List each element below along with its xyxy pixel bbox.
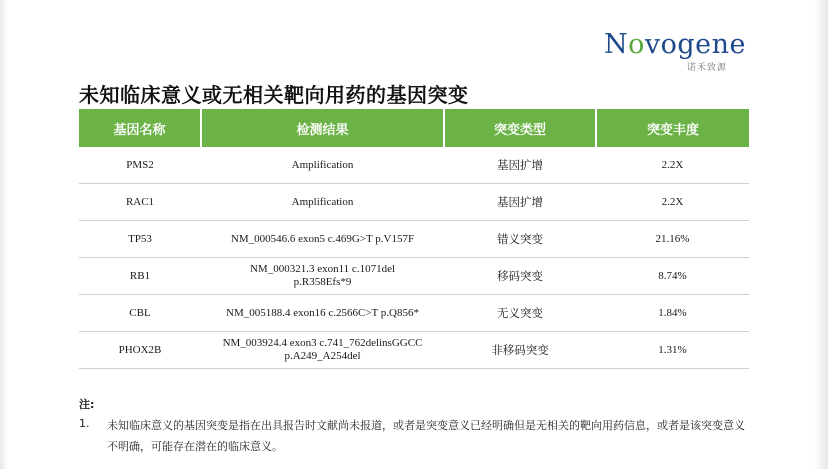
header-mutation-type: 突变类型 <box>444 109 596 147</box>
cell-abundance: 2.2X <box>596 184 749 221</box>
cell-gene: RB1 <box>79 258 201 295</box>
cell-gene: TP53 <box>79 221 201 258</box>
logo-letter-n: N <box>604 29 629 60</box>
logo-subtitle: 诺禾致源 <box>687 63 728 73</box>
result-line: NM_000321.3 exon11 c.1071del <box>249 263 396 275</box>
result-line: NM_005188.4 exon16 c.2566C>T p.Q856* <box>226 306 419 319</box>
cell-result <box>201 258 444 295</box>
cell-abundance: 2.2X <box>596 147 749 184</box>
result-line: p.A249_A254del <box>284 350 361 362</box>
logo-letters-vogene: vogene <box>644 29 747 60</box>
cell-abundance: 21.16% <box>596 221 749 258</box>
cell-type: 基因扩增 <box>444 147 596 184</box>
logo-letter-o: o <box>628 29 645 60</box>
cell-type: 错义突变 <box>444 221 596 258</box>
table-row <box>79 221 749 258</box>
table-row <box>79 147 749 184</box>
cell-type: 移码突变 <box>444 258 596 295</box>
cell-result <box>201 184 444 221</box>
result-line: NM_000546.6 exon5 c.469G>T p.V157F <box>230 232 415 245</box>
note-number: 1. <box>79 417 90 430</box>
cell-gene: PMS2 <box>79 147 201 184</box>
table-row <box>79 184 749 221</box>
cell-result <box>201 332 444 369</box>
mutation-table <box>79 109 749 369</box>
cell-gene: RAC1 <box>79 184 201 221</box>
cell-gene: PHOX2B <box>79 332 201 369</box>
cell-result <box>201 295 444 332</box>
cell-result <box>201 147 444 184</box>
result-line: p.R358Efs*9 <box>293 276 352 288</box>
header-test-result: 检测结果 <box>201 109 444 147</box>
novogene-logo <box>604 28 754 72</box>
cell-result <box>201 221 444 258</box>
header-gene-name: 基因名称 <box>79 109 201 147</box>
table-row <box>79 332 749 369</box>
logo-wordmark <box>604 28 746 62</box>
result-line: Amplification <box>291 158 354 171</box>
cell-type: 非移码突变 <box>444 332 596 369</box>
note-text: 未知临床意义的基因突变是指在出具报告时文献尚未报道，或者是突变意义已经明确但是无相关的靶向用药信息，或者是该突变意义不明确，可能存在潜在的临床意义。 <box>107 419 745 453</box>
table-row <box>79 258 749 295</box>
result-line: NM_003924.4 exon3 c.741_762delinsGGCC <box>222 337 423 349</box>
result-line: Amplification <box>291 195 354 208</box>
cell-type: 无义突变 <box>444 295 596 332</box>
page-title: 未知临床意义或无相关靶向用药的基因突变 <box>79 83 469 107</box>
header-mutation-abundance: 突变丰度 <box>596 109 749 147</box>
notes-label: 注: <box>79 398 95 411</box>
cell-type: 基因扩增 <box>444 184 596 221</box>
table-header-row <box>79 109 749 147</box>
cell-gene: CBL <box>79 295 201 332</box>
table-row <box>79 295 749 332</box>
cell-abundance: 8.74% <box>596 258 749 295</box>
cell-abundance: 1.31% <box>596 332 749 369</box>
page-shadow-right <box>814 0 828 469</box>
page-shadow-left <box>0 0 8 469</box>
cell-abundance: 1.84% <box>596 295 749 332</box>
